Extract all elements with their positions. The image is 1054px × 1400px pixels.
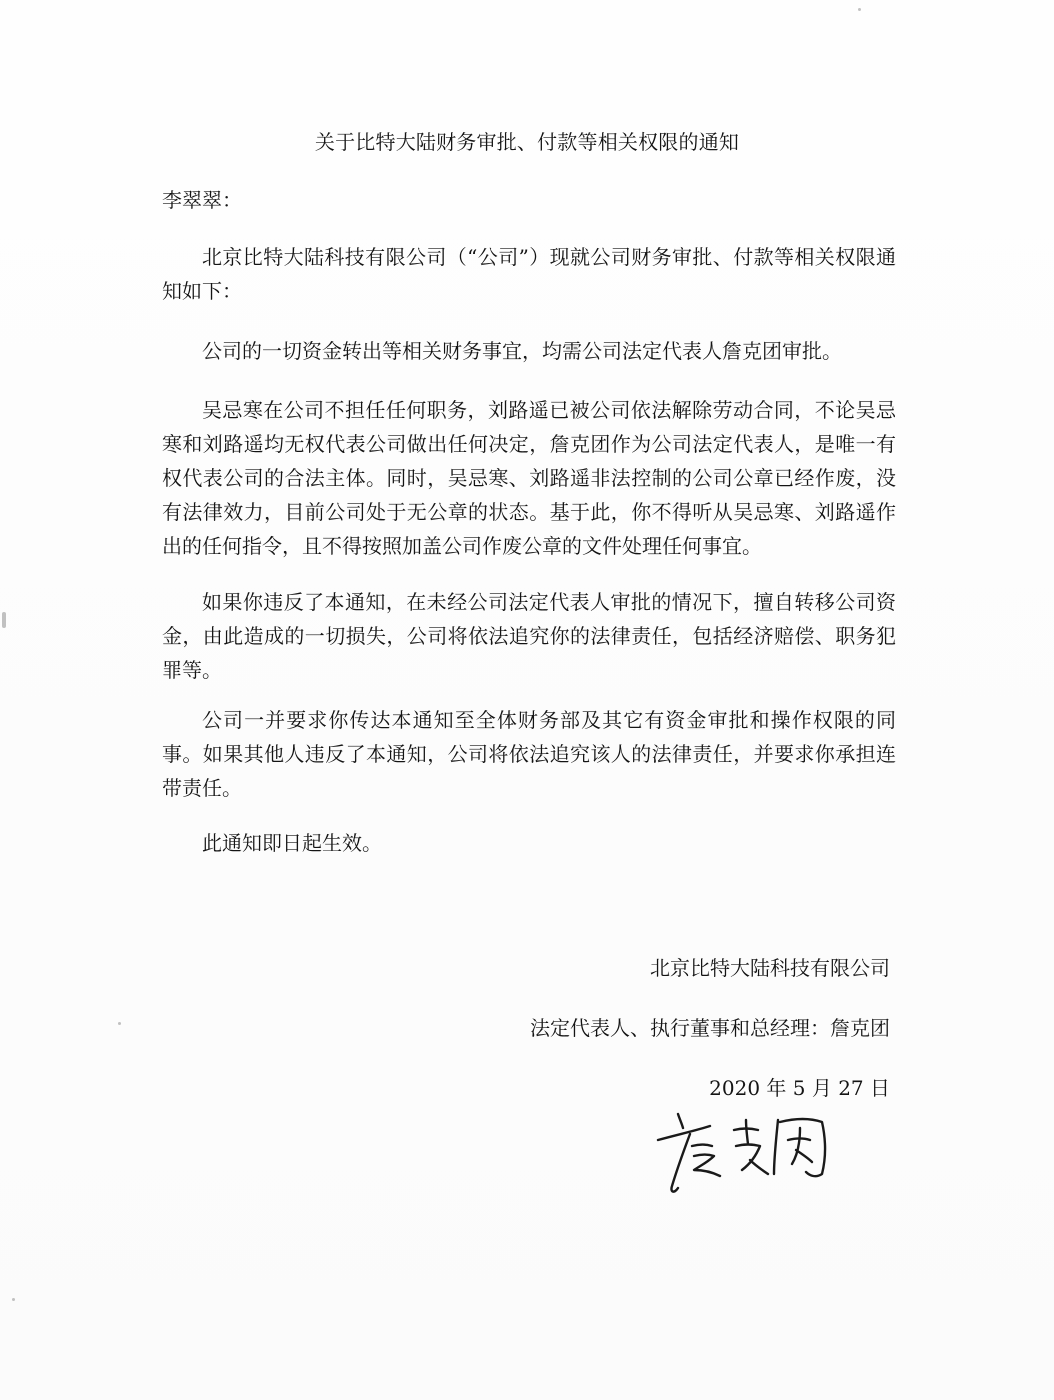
company-name: 北京比特大陆科技有限公司 — [650, 956, 890, 980]
scan-speck — [12, 1298, 15, 1301]
document-title: 关于比特大陆财务审批、付款等相关权限的通知 — [314, 130, 740, 154]
scan-speck — [118, 1022, 121, 1025]
paragraph: 北京比特大陆科技有限公司（“公司”）现就公司财务审批、付款等相关权限通知如下： — [162, 245, 896, 303]
salutation: 李翠翠： — [162, 188, 242, 212]
paragraph: 吴忌寒在公司不担任任何职务，刘路遥已被公司依法解除劳动合同，不论吴忌寒和刘路遥均无权代表公司做出任何决定，詹克团作为公司法定代表人，是唯一有权代表公司的合法主体。同时，吴忌寒、刘路遥非法控制的公司公章已经作废，没有法律效力，目前公司处于无公章的状态。基于此，你不得听从吴忌寒、刘路遥作出的任何指令，且不得按照加盖公司作废公章的文件处理任何事宜。 — [162, 398, 896, 558]
scan-speck — [858, 8, 861, 11]
document-date: 2020 年 5 月 27 日 — [709, 1076, 890, 1100]
scan-speck — [2, 612, 6, 628]
paragraph: 公司的一切资金转出等相关财务事宜，均需公司法定代表人詹克团审批。 — [202, 339, 842, 363]
paragraph: 此通知即日起生效。 — [202, 831, 382, 855]
paragraph: 公司一并要求你传达本通知至全体财务部及其它有资金审批和操作权限的同事。如果其他人违反了本通知，公司将依法追究该人的法律责任，并要求你承担连带责任。 — [162, 708, 896, 800]
legal-representative: 法定代表人、执行董事和总经理：詹克团 — [530, 1016, 890, 1040]
paragraph: 如果你违反了本通知，在未经公司法定代表人审批的情况下，擅自转移公司资金，由此造成的一切损失，公司将依法追究你的法律责任，包括经济赔偿、职务犯罪等。 — [162, 590, 896, 682]
handwritten-signature — [650, 1100, 850, 1200]
